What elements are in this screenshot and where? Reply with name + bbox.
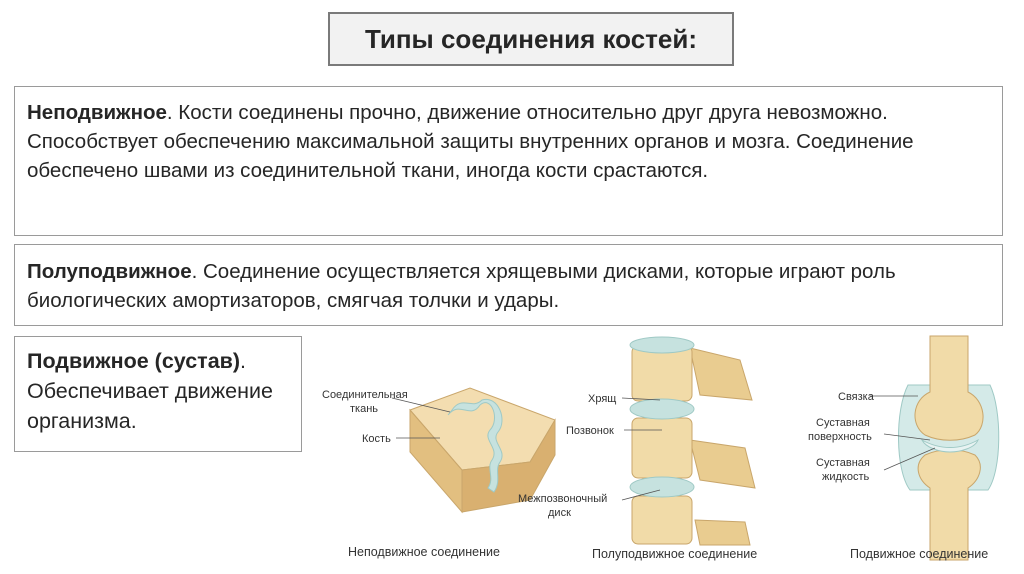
label-disc-2: диск bbox=[548, 507, 571, 519]
caption-fixed-joint: Неподвижное соединение bbox=[348, 545, 500, 559]
fixed-joint-term: Неподвижное bbox=[27, 101, 167, 124]
caption-semi-mobile-joint: Полуподвижное соединение bbox=[592, 547, 758, 561]
label-synovial-fluid-2: жидкость bbox=[822, 471, 870, 483]
label-synovial-fluid-1: Суставная bbox=[816, 457, 870, 469]
label-articular-surface-2: поверхность bbox=[808, 431, 872, 443]
label-bone: Кость bbox=[362, 433, 391, 445]
label-connective-tissue-2: ткань bbox=[350, 403, 379, 415]
fixed-joint-illustration bbox=[322, 388, 555, 559]
label-disc-1: Межпозвоночный bbox=[518, 493, 608, 505]
label-vertebra: Позвонок bbox=[566, 425, 614, 437]
mobile-joint-term: Подвижное (сустав) bbox=[27, 349, 241, 373]
label-articular-surface-1: Суставная bbox=[816, 417, 870, 429]
fixed-joint-text: . Кости соединены прочно, движение относительно друг друга невозможно. Способствует обеспечению максимальной защиты внутренних органов и мозга. Соединение обеспечено швами из соединительной ткани, иногда кости срастаются. bbox=[27, 101, 914, 182]
label-cartilage: Хрящ bbox=[588, 393, 617, 405]
mobile-joint-illustration bbox=[808, 336, 999, 561]
caption-mobile-joint: Подвижное соединение bbox=[850, 547, 989, 561]
label-ligament: Связка bbox=[838, 391, 874, 403]
semi-mobile-joint-term: Полуподвижное bbox=[27, 260, 192, 283]
label-connective-tissue-1: Соединительная bbox=[322, 389, 408, 401]
semi-mobile-joint-text: . Соединение осуществляется хрящевыми дисками, которые играют роль биологических амортизаторов, смягчая толчки и удары. bbox=[27, 260, 896, 312]
mobile-joint-text: . Обеспечивает движение организма. bbox=[27, 349, 273, 433]
slide-title: Типы соединения костей: bbox=[328, 12, 734, 66]
